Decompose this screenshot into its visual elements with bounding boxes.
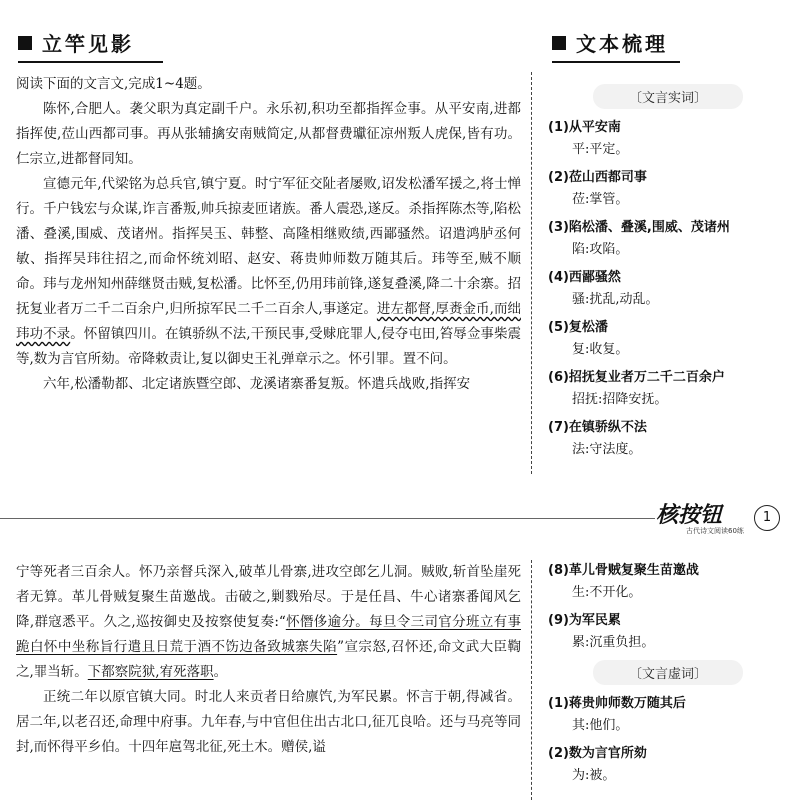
gloss-question: (1)从平安南	[548, 120, 621, 135]
section-label: 〔文言实词〕	[593, 84, 743, 109]
gloss-question: (9)为军民累	[548, 613, 621, 628]
gloss-question: (5)复松潘	[548, 320, 608, 335]
gloss-answer: 累:沉重负担。	[572, 635, 655, 650]
passage-paragraph: 正统二年以原官镇大同。时北人来贡者日给廪饩,为军民累。怀言于朝,得减省。居二年,以老召还,命理中府事。九年春,与中官但住出古北口,征兀良哈。还与马亮等同封,而怀得平乡伯。十四年扈驾北征,死土木。赠侯,谥	[16, 689, 521, 755]
gloss-question: (8)革儿骨贼复聚生苗邀战	[548, 563, 699, 578]
passage-paragraph: 宁等死者三百余人。怀乃亲督兵深入,破革儿骨寨,进攻空郎乞儿洞。贼败,斩首坠崖死者无算。革儿骨贼复聚生苗邀战。击破之,剿戮殆尽。于是任昌、牛心诸寨番闻风乞降,群寇悉平。久之,巡按御史及按察使复奏:“怀僭侈逾分。每旦令三司官分班立有事跪白怀中坐称旨行遣且日荒于酒不饬边备致城寨失陷”宣宗怒,召怀还,命文武大臣鞫之,罪当斩。下都察院狱,宥死落职。	[16, 564, 522, 680]
glossary-bottom	[548, 560, 788, 793]
underlined-segment: 下都察院狱,宥死落职	[87, 664, 214, 680]
underlined-segment: 怀僭侈逾分。每旦令三司官分班立有事跪白怀中坐称旨行遣且日荒于酒不饬边备致城寨失陷	[16, 614, 521, 655]
gloss-question: (6)招抚复业者万二千二百余户	[548, 370, 725, 385]
passage-paragraph: 宣德元年,代梁铭为总兵官,镇宁夏。时宁军征交阯者屡败,诏发松潘军援之,将士惮行。千户钱宏与众谋,诈言番叛,帅兵掠麦匝诸族。番人震恐,遂反。杀指挥陈杰等,陷松潘、叠溪,围威、茂诸州。指挥吴玉、韩整、高隆相继败绩,西鄙骚然。诏遣鸿胪丞何敏、指挥吴玮往招之,而命怀统刘昭、赵安、蒋贵帅师数万随其后。玮等至,贼不顺命。玮与龙州知州薛继贤击贼,复松潘。比怀至,仍用玮前锋,遂复叠溪,降二十余寨。招抚复业者万二千二百余户,归所掠军民二千二百余人,事遂定。进左都督,厚赉金币,而绌玮功不录。怀留镇四川。在镇骄纵不法,干预民事,受赇庇罪人,侵夺屯田,笞辱佥事柴震等,数为言官所劾。帝降敕责让,复以御史王礼弹章示之。怀引罪。置不问。	[16, 176, 521, 367]
gloss-answer: 生:不开化。	[572, 585, 642, 600]
gloss-answer: 招抚:招降安抚。	[572, 392, 668, 407]
header-title: 立竿见影	[42, 32, 134, 56]
gloss-question: (2)数为言官所劾	[548, 746, 647, 761]
column-divider	[531, 560, 532, 800]
underlined-segment: 进左都督,厚赉金币,而绌玮功不录	[16, 301, 521, 342]
passage-paragraph: 六年,松潘勒都、北定诸族暨空郎、龙溪诸寨番复叛。怀遣兵战败,指挥安	[43, 376, 471, 392]
brand-subtitle: 古代诗文阅读60练	[686, 527, 744, 535]
column-divider	[531, 72, 532, 474]
gloss-question: (3)陷松潘、叠溪,围威、茂诸州	[548, 220, 730, 235]
section-label: 〔文言虚词〕	[593, 660, 743, 685]
gloss-answer: 骚:扰乱,动乱。	[572, 292, 659, 307]
passage-bottom	[16, 560, 521, 760]
gloss-question: (2)莅山西都司事	[548, 170, 647, 185]
brand-logo	[656, 498, 766, 542]
header-title: 文本梳理	[576, 32, 668, 56]
gloss-answer: 为:被。	[572, 768, 616, 783]
gloss-answer: 平:平定。	[572, 142, 629, 157]
page-number: 1	[754, 505, 780, 531]
gloss-question: (4)西鄙骚然	[548, 270, 621, 285]
gloss-question: (1)蒋贵帅师数万随其后	[548, 696, 686, 711]
gloss-answer: 法:守法度。	[572, 442, 642, 457]
instruction: 阅读下面的文言文,完成1~4题。	[16, 76, 211, 92]
section-header-left	[18, 28, 163, 57]
passage-paragraph: 陈怀,合肥人。袭父职为真定副千户。永乐初,积功至都指挥佥事。从平安南,进都指挥使,莅山西都司事。再从张辅擒安南贼简定,从都督费瓛征凉州叛人虎保,皆有功。仁宗立,进都督同知。	[16, 101, 521, 167]
glossary-top	[548, 84, 788, 467]
header-square-icon	[552, 36, 566, 50]
passage-top	[16, 72, 521, 397]
gloss-answer: 陷:攻陷。	[572, 242, 629, 257]
brand-name: 核按钮	[656, 502, 723, 528]
gloss-answer: 其:他们。	[572, 718, 629, 733]
section-header-right	[552, 28, 680, 57]
gloss-answer: 复:收复。	[572, 342, 629, 357]
header-square-icon	[18, 36, 32, 50]
gloss-question: (7)在镇骄纵不法	[548, 420, 647, 435]
gloss-answer: 莅:掌管。	[572, 192, 629, 207]
